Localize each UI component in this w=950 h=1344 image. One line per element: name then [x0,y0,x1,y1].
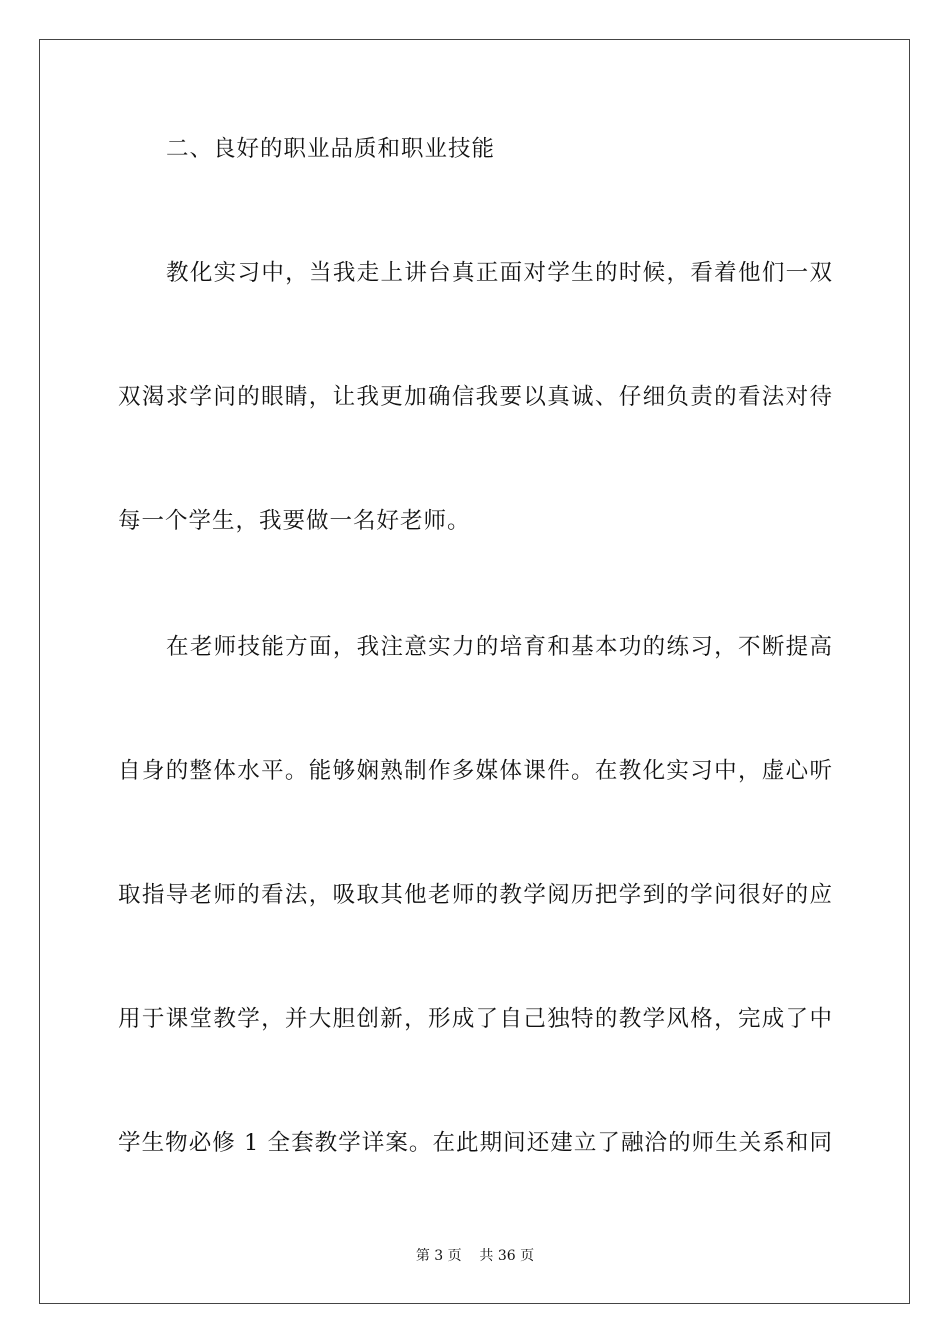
paragraph-2-line-2: 自身的整体水平。能够娴熟制作多媒体课件。在教化实习中，虚心听 [118,758,833,784]
section-heading: 二、良好的职业品质和职业技能 [166,136,496,162]
page-border [39,39,910,1304]
paragraph-1-line-2: 双渴求学问的眼睛，让我更加确信我要以真诚、仔细负责的看法对待 [118,384,833,410]
paragraph-2-line-5: 学生物必修 1 全套教学详案。在此期间还建立了融洽的师生关系和同 [118,1130,833,1156]
paragraph-2-line-3: 取指导老师的看法，吸取其他老师的教学阅历把学到的学问很好的应 [118,882,833,908]
paragraph-1-line-1: 教化实习中，当我走上讲台真正面对学生的时候，看着他们一双 [166,260,833,286]
paragraph-2-line-4: 用于课堂教学，并大胆创新，形成了自己独特的教学风格，完成了中 [118,1006,833,1032]
paragraph-2-line-1: 在老师技能方面，我注意实力的培育和基本功的练习，不断提高 [166,634,833,660]
paragraph-1-line-3: 每一个学生，我要做一名好老师。 [118,508,471,534]
page-number-footer: 第 3 页 共 36 页 [415,1248,535,1264]
